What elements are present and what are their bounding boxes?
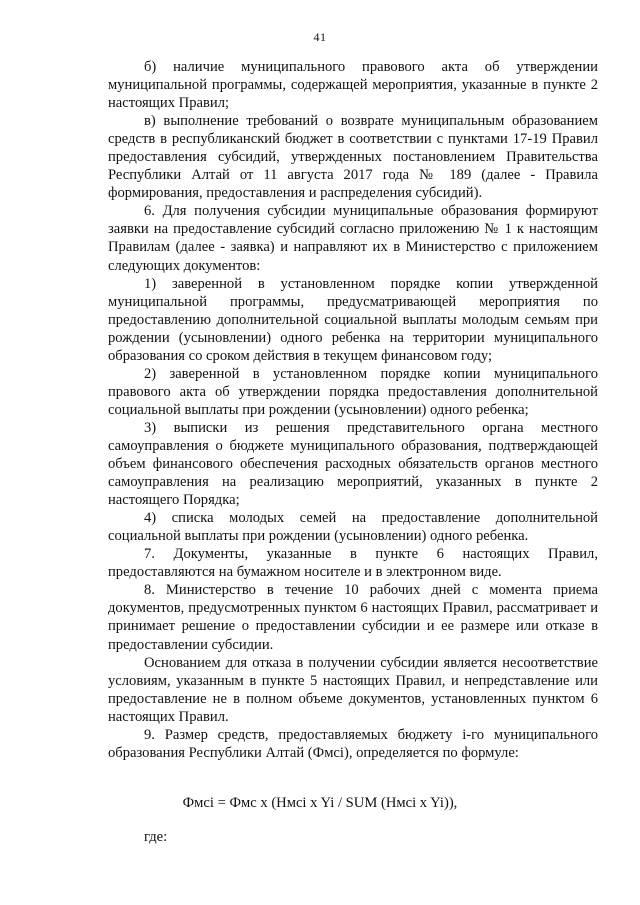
- paragraph-6-application: 6. Для получения субсидии муниципальные образования формируют заявки на предоставление субсидий согласно приложению № 1 к настоящим Правилам (далее - заявка) и направляют их в Министерство с приложением следующих документов:: [108, 203, 598, 274]
- paragraph-7-documents-format: 7. Документы, указанные в пункте 6 настоящих Правил, предоставляются на бумажном носителе и в электронном виде.: [108, 546, 598, 581]
- formula-where-label: где:: [144, 829, 168, 845]
- paragraph-8-ministry-review: 8. Министерство в течение 10 рабочих дней с момента приема документов, предусмотренных пунктом 6 настоящих Правил, рассматривает и принимает решение о предоставлении субсидии и ее размере или отказе в предоставлении субсидии.: [108, 582, 598, 653]
- list-item-2-legal-act-copy: 2) заверенной в установленном порядке копии муниципального правового акта об утверждении порядка предоставления дополнительной социальной выплаты при рождении (усыновлении) одного ребенка;: [108, 365, 598, 418]
- page-number: 41: [313, 30, 327, 44]
- paragraph-v-return-requirements: в) выполнение требований о возврате муниципальным образованием средств в республиканский бюджет в соответствии с пунктами 17-19 Правил предоставления субсидий, утвержденных постановлением Правительства Республики Алтай от 11 августа 2017 года № 189 (далее - Правила формирования, предоставления и распределения субсидий).: [108, 113, 598, 202]
- list-item-3-budget-extract: 3) выписки из решения представительного органа местного самоуправления о бюджете муниципального образования, подтверждающей объем финансового обеспечения расходных обязательств органов местного самоуправления на реализацию мероприятий, указанных в пункте 2 настоящего Порядка;: [108, 419, 598, 509]
- paragraph-9-subsidy-amount: 9. Размер средств, предоставляемых бюджету i-го муниципального образования Республики Алтай (Фмсi), определяется по формуле:: [108, 726, 598, 761]
- list-item-1-program-copy: 1) заверенной в установленном порядке копии утвержденной муниципальной программы, предусматривающей мероприятия по предоставлению дополнительной социальной выплаты молодым семьям при рождении (усыновлении) одного ребенка на территории муниципального образования со сроком действия в текущем финансовом году;: [108, 275, 598, 364]
- list-item-4-families-list: 4) списка молодых семей на предоставление дополнительной социальной выплаты при рождении (усыновлении) одного ребенка.: [108, 510, 598, 545]
- paragraph-refusal-grounds: Основанием для отказа в получении субсидии является несоответствие условиям, указанным в пункте 5 настоящих Правил, и непредставление или предоставление не в полном объеме документов, установленных пунктом 6 настоящих Правил.: [108, 654, 598, 725]
- paragraph-b-municipal-act: б) наличие муниципального правового акта об утверждении муниципальной программы, содержащей мероприятия, указанные в пункте 2 настоящих Правил;: [108, 59, 598, 112]
- subsidy-formula: Фмсi = Фмс x (Нмсi x Yi / SUM (Нмсi x Yi)),: [182, 795, 458, 811]
- document-body: [108, 58, 598, 762]
